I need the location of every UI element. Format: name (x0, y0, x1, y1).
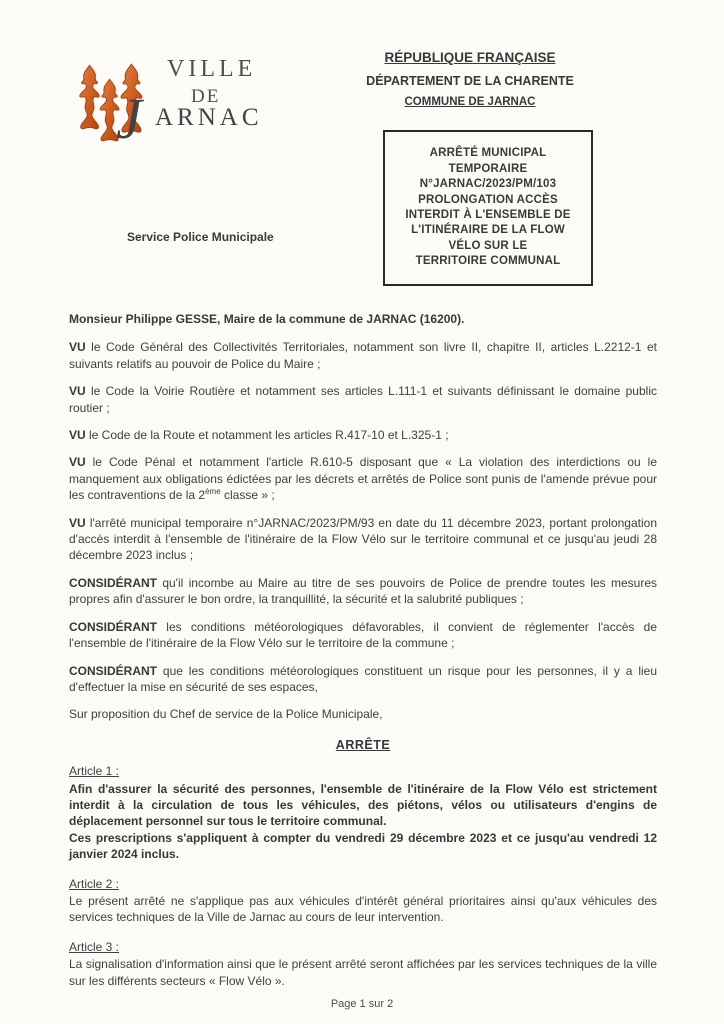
recital-vu-1 (69, 339, 657, 372)
article-3-heading: Article 3 : (69, 939, 120, 954)
recital-text: classe » ; (220, 488, 275, 503)
logo-city-name-line1: VILLE (167, 56, 257, 82)
government-header (320, 50, 620, 108)
decree-title-line: INTERDIT À L'ENSEMBLE DE (405, 209, 571, 221)
department-heading: DÉPARTEMENT DE LA CHARENTE (366, 74, 574, 88)
recital-text: les conditions météorologiques défavorables, il convient de réglementer l'accès de l'ensemble de l'itinéraire de la Flow Vélo sur le territoire de la commune ; (69, 619, 657, 651)
logo-city-name-rest: ARNAC (155, 104, 263, 131)
recital-vu-2 (69, 383, 657, 416)
decree-title-line: N°JARNAC/2023/PM/103 (419, 178, 557, 191)
article-1-heading: Article 1 : (69, 764, 120, 779)
recital-label: VU (69, 455, 86, 470)
recital-vu-4 (69, 454, 657, 503)
recital-label: VU (69, 340, 86, 355)
recital-label: CONSIDÉRANT (69, 663, 158, 678)
recital-text: le Code de la Route et notamment les articles R.417-10 et L.325-1 ; (85, 428, 449, 443)
arrete-heading: ARRÊTE (335, 737, 391, 752)
recital-label: CONSIDÉRANT (69, 619, 158, 634)
recital-vu-5 (69, 515, 657, 564)
recital-label: VU (69, 428, 86, 443)
commune-heading: COMMUNE DE JARNAC (404, 96, 536, 108)
recital-text: le Code Pénal et notamment l'article R.610-5 disposant que « La violation des interdictions ou le manquement aux obligations édictées par les décrets et arrêtés de Police sont punis de l'amende prévue pour les contraventions de la 2 (69, 455, 657, 503)
decree-title-line: ARRÊTÉ MUNICIPAL (429, 147, 547, 160)
recital-text: qu'il incombe au Maire au titre de ses pouvoirs de Police de prendre toutes les mesures propres afin d'assurer le bon ordre, la tranquillité, la sécurité et la salubrité publiques ; (69, 575, 657, 607)
decree-title-line: PROLONGATION ACCÈS (418, 193, 558, 206)
article-paragraph: La signalisation d'information ainsi que le présent arrêté seront affichées par les services techniques de la ville sur les différents secteurs « Flow Vélo ». (69, 957, 657, 988)
recital-considerant-3 (69, 663, 657, 696)
recital-text: l'arrêté municipal temporaire n°JARNAC/2023/PM/93 en date du 11 décembre 2023, portant prolongation d'accès interdit à l'ensemble de l'itinéraire de la Flow Vélo sur le territoire communal et ce jusqu'au jeudi 28 décembre 2023 inclus ; (69, 515, 657, 563)
page-footer: Page 1 sur 2 (330, 998, 394, 1010)
recital-label: VU (69, 384, 86, 399)
decree-title-line: L'ITINÉRAIRE DE LA FLOW (411, 224, 565, 237)
mayor-intro-line: Monsieur Philippe GESSE, Maire de la commune de JARNAC (16200). (69, 312, 465, 326)
recital-text: que les conditions météorologiques constituent un risque pour les personnes, il y a lieu d'effectuer la mise en sécurité de ses espaces, (69, 663, 657, 694)
article-3 (69, 939, 657, 989)
article-2 (69, 876, 657, 926)
article-paragraph: Le présent arrêté ne s'applique pas aux véhicules d'intérêt général prioritaires ainsi qu'aux véhicules des services techniques de la Ville de Jarnac au cours de leur intervention. (69, 893, 657, 925)
ordinal-superscript: ème (205, 487, 221, 497)
recital-label: CONSIDÉRANT (69, 575, 158, 590)
decree-title-box (383, 130, 593, 286)
decree-title-line: TERRITOIRE COMMUNAL (415, 255, 561, 268)
recital-text: le Code la Voirie Routière et notamment ses articles L.111-1 et suivants définissant le domaine public routier ; (69, 384, 657, 415)
decree-title-line: TEMPORAIRE (448, 162, 528, 175)
decree-body (69, 311, 657, 1002)
article-paragraph: Ces prescriptions s'appliquent à compter du vendredi 29 décembre 2023 et ce jusqu'au vendredi 12 janvier 2024 inclus. (69, 830, 657, 862)
logo-city-initial: J (116, 86, 142, 151)
article-paragraph: Afin d'assurer la sécurité des personnes, l'ensemble de l'itinéraire de la Flow Vélo est strictement interdit à la circulation de tous les véhicules, des piétons, vélos ou utilisateurs d'engins de déplacement personnel sur tous le territoire communal. (69, 781, 657, 829)
recital-considerant-2 (69, 619, 657, 652)
logo-city-name-line2: DE (191, 86, 221, 107)
proposition-line: Sur proposition du Chef de service de la Police Municipale, (69, 707, 383, 722)
recital-considerant-1 (69, 575, 657, 608)
decree-title-line: VÉLO SUR LE (448, 239, 528, 252)
recital-vu-3 (69, 427, 657, 443)
article-2-heading: Article 2 : (69, 876, 120, 891)
recital-text: le Code Général des Collectivités Territoriales, notamment son livre II, chapitre II, articles L.2212-1 et suivants relatifs au pouvoir de Police du Maire ; (69, 340, 657, 371)
article-1 (69, 763, 657, 862)
recital-label: VU (69, 515, 86, 530)
republic-heading: RÉPUBLIQUE FRANÇAISE (384, 50, 556, 65)
service-label: Service Police Municipale (127, 230, 274, 244)
